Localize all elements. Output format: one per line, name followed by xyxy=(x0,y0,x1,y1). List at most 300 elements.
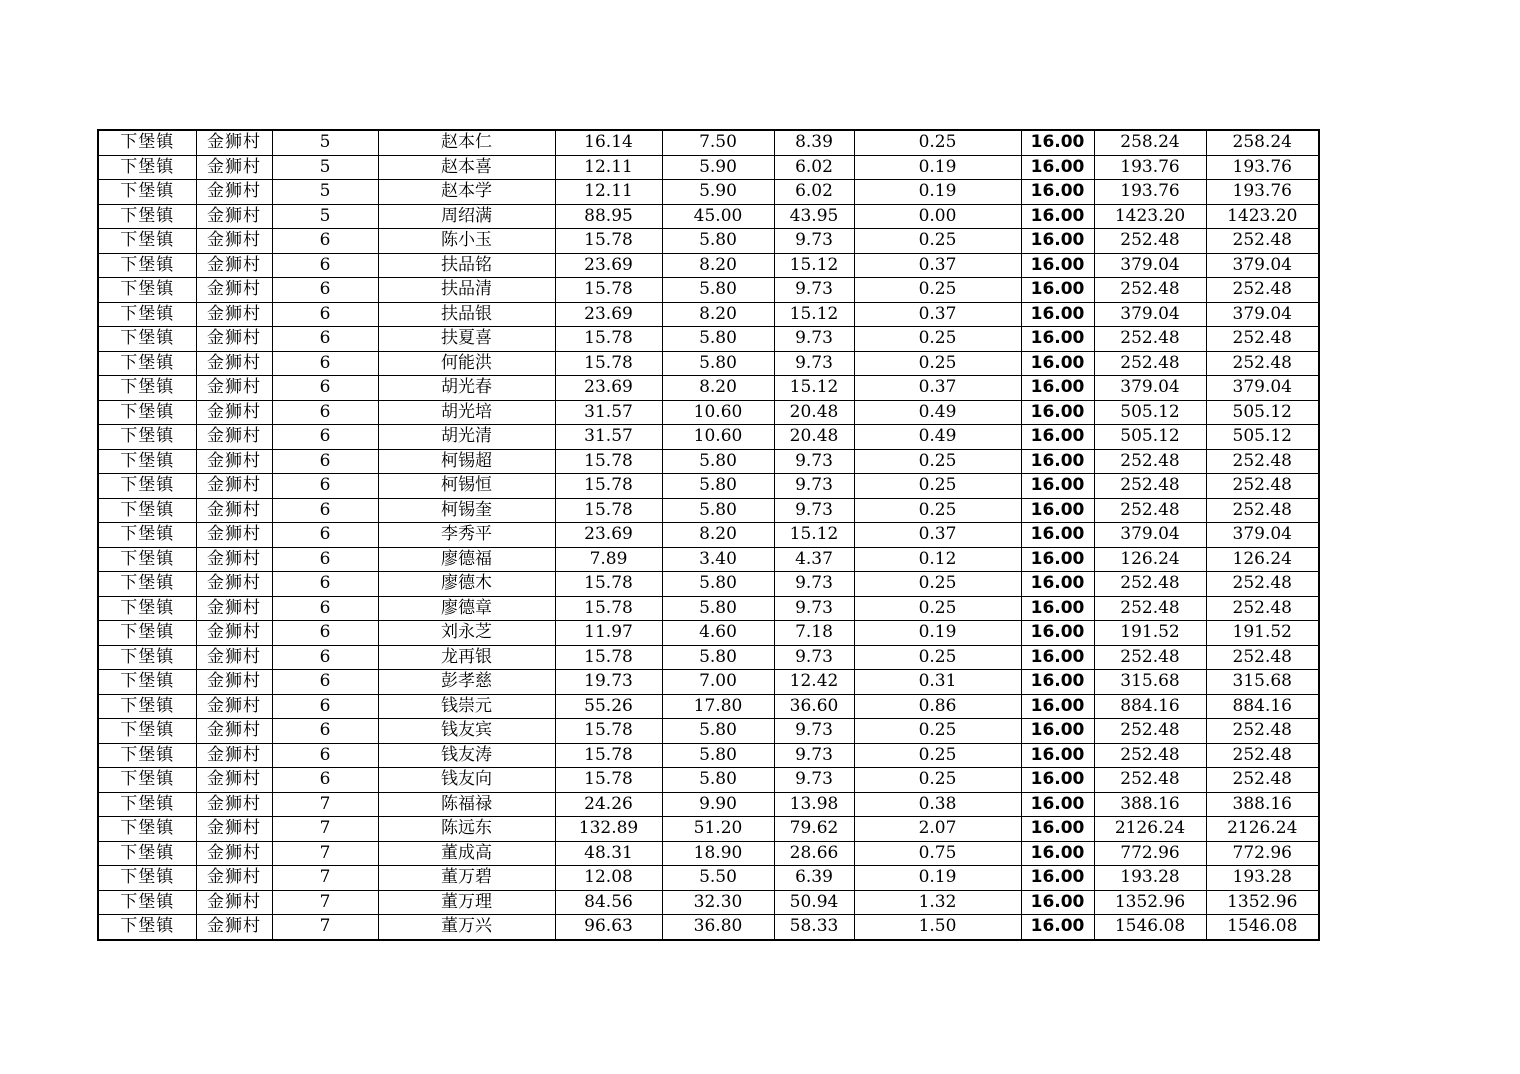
value-cell-1: 7.89 xyxy=(555,547,662,572)
amount-cell: 315.68 xyxy=(1094,670,1206,695)
table-row xyxy=(98,155,1319,180)
name-cell: 董万碧 xyxy=(378,866,555,891)
amount-cell: 252.48 xyxy=(1094,645,1206,670)
price-cell: 16.00 xyxy=(1021,229,1094,254)
town-cell: 下堡镇 xyxy=(98,866,196,891)
value-cell-2: 18.90 xyxy=(662,841,774,866)
value-cell-4: 0.49 xyxy=(854,425,1021,450)
village-cell: 金狮村 xyxy=(196,866,272,891)
value-cell-2: 5.80 xyxy=(662,449,774,474)
table-row xyxy=(98,278,1319,303)
value-cell-1: 15.78 xyxy=(555,572,662,597)
table-body xyxy=(98,130,1319,940)
village-cell: 金狮村 xyxy=(196,400,272,425)
value-cell-4: 0.19 xyxy=(854,180,1021,205)
value-cell-4: 0.86 xyxy=(854,694,1021,719)
value-cell-1: 48.31 xyxy=(555,841,662,866)
total-cell: 1423.20 xyxy=(1206,204,1319,229)
town-cell: 下堡镇 xyxy=(98,302,196,327)
table-row xyxy=(98,792,1319,817)
group-cell: 6 xyxy=(272,596,378,621)
name-cell: 柯锡恒 xyxy=(378,474,555,499)
name-cell: 彭孝慈 xyxy=(378,670,555,695)
table-row xyxy=(98,572,1319,597)
town-cell: 下堡镇 xyxy=(98,278,196,303)
value-cell-2: 5.90 xyxy=(662,155,774,180)
amount-cell: 258.24 xyxy=(1094,130,1206,155)
total-cell: 126.24 xyxy=(1206,547,1319,572)
table-row xyxy=(98,866,1319,891)
price-cell: 16.00 xyxy=(1021,792,1094,817)
amount-cell: 505.12 xyxy=(1094,400,1206,425)
village-cell: 金狮村 xyxy=(196,253,272,278)
value-cell-4: 0.25 xyxy=(854,743,1021,768)
group-cell: 6 xyxy=(272,743,378,768)
price-cell: 16.00 xyxy=(1021,425,1094,450)
price-cell: 16.00 xyxy=(1021,596,1094,621)
price-cell: 16.00 xyxy=(1021,621,1094,646)
name-cell: 扶夏喜 xyxy=(378,327,555,352)
name-cell: 李秀平 xyxy=(378,523,555,548)
group-cell: 5 xyxy=(272,155,378,180)
name-cell: 扶品银 xyxy=(378,302,555,327)
table-row xyxy=(98,474,1319,499)
value-cell-2: 36.80 xyxy=(662,915,774,940)
price-cell: 16.00 xyxy=(1021,645,1094,670)
table-row xyxy=(98,229,1319,254)
total-cell: 2126.24 xyxy=(1206,817,1319,842)
amount-cell: 379.04 xyxy=(1094,253,1206,278)
value-cell-4: 0.25 xyxy=(854,596,1021,621)
value-cell-2: 45.00 xyxy=(662,204,774,229)
town-cell: 下堡镇 xyxy=(98,596,196,621)
town-cell: 下堡镇 xyxy=(98,841,196,866)
value-cell-2: 5.80 xyxy=(662,596,774,621)
town-cell: 下堡镇 xyxy=(98,449,196,474)
value-cell-1: 23.69 xyxy=(555,376,662,401)
value-cell-1: 15.78 xyxy=(555,278,662,303)
town-cell: 下堡镇 xyxy=(98,817,196,842)
value-cell-4: 0.25 xyxy=(854,449,1021,474)
price-cell: 16.00 xyxy=(1021,474,1094,499)
group-cell: 6 xyxy=(272,327,378,352)
amount-cell: 252.48 xyxy=(1094,719,1206,744)
value-cell-2: 51.20 xyxy=(662,817,774,842)
price-cell: 16.00 xyxy=(1021,915,1094,940)
price-cell: 16.00 xyxy=(1021,351,1094,376)
village-cell: 金狮村 xyxy=(196,596,272,621)
value-cell-1: 12.11 xyxy=(555,180,662,205)
table-row xyxy=(98,400,1319,425)
name-cell: 周绍满 xyxy=(378,204,555,229)
value-cell-4: 0.75 xyxy=(854,841,1021,866)
table-row xyxy=(98,817,1319,842)
value-cell-3: 9.73 xyxy=(774,474,854,499)
group-cell: 6 xyxy=(272,302,378,327)
group-cell: 6 xyxy=(272,498,378,523)
price-cell: 16.00 xyxy=(1021,155,1094,180)
value-cell-2: 10.60 xyxy=(662,400,774,425)
value-cell-4: 0.19 xyxy=(854,155,1021,180)
group-cell: 6 xyxy=(272,523,378,548)
price-cell: 16.00 xyxy=(1021,400,1094,425)
total-cell: 252.48 xyxy=(1206,278,1319,303)
value-cell-4: 0.25 xyxy=(854,130,1021,155)
name-cell: 董万理 xyxy=(378,890,555,915)
village-cell: 金狮村 xyxy=(196,547,272,572)
value-cell-3: 9.73 xyxy=(774,229,854,254)
town-cell: 下堡镇 xyxy=(98,694,196,719)
town-cell: 下堡镇 xyxy=(98,180,196,205)
village-cell: 金狮村 xyxy=(196,743,272,768)
value-cell-2: 8.20 xyxy=(662,376,774,401)
amount-cell: 379.04 xyxy=(1094,302,1206,327)
value-cell-2: 5.80 xyxy=(662,572,774,597)
value-cell-3: 9.73 xyxy=(774,596,854,621)
group-cell: 6 xyxy=(272,474,378,499)
value-cell-1: 15.78 xyxy=(555,719,662,744)
table-row xyxy=(98,547,1319,572)
village-cell: 金狮村 xyxy=(196,180,272,205)
price-cell: 16.00 xyxy=(1021,841,1094,866)
name-cell: 陈福禄 xyxy=(378,792,555,817)
village-cell: 金狮村 xyxy=(196,719,272,744)
value-cell-2: 4.60 xyxy=(662,621,774,646)
total-cell: 505.12 xyxy=(1206,425,1319,450)
value-cell-3: 9.73 xyxy=(774,768,854,793)
group-cell: 7 xyxy=(272,792,378,817)
amount-cell: 193.76 xyxy=(1094,180,1206,205)
total-cell: 252.48 xyxy=(1206,645,1319,670)
value-cell-2: 5.80 xyxy=(662,719,774,744)
name-cell: 钱友宾 xyxy=(378,719,555,744)
value-cell-1: 31.57 xyxy=(555,400,662,425)
value-cell-3: 20.48 xyxy=(774,400,854,425)
data-table xyxy=(97,129,1320,941)
town-cell: 下堡镇 xyxy=(98,768,196,793)
group-cell: 6 xyxy=(272,253,378,278)
name-cell: 赵本学 xyxy=(378,180,555,205)
value-cell-1: 24.26 xyxy=(555,792,662,817)
village-cell: 金狮村 xyxy=(196,670,272,695)
value-cell-4: 0.25 xyxy=(854,498,1021,523)
value-cell-1: 12.11 xyxy=(555,155,662,180)
amount-cell: 379.04 xyxy=(1094,376,1206,401)
amount-cell: 252.48 xyxy=(1094,229,1206,254)
value-cell-4: 0.49 xyxy=(854,400,1021,425)
amount-cell: 388.16 xyxy=(1094,792,1206,817)
value-cell-3: 9.73 xyxy=(774,498,854,523)
value-cell-3: 15.12 xyxy=(774,253,854,278)
value-cell-3: 9.73 xyxy=(774,743,854,768)
village-cell: 金狮村 xyxy=(196,817,272,842)
group-cell: 6 xyxy=(272,449,378,474)
town-cell: 下堡镇 xyxy=(98,670,196,695)
value-cell-1: 15.78 xyxy=(555,327,662,352)
total-cell: 1546.08 xyxy=(1206,915,1319,940)
value-cell-2: 5.80 xyxy=(662,327,774,352)
value-cell-1: 15.78 xyxy=(555,768,662,793)
town-cell: 下堡镇 xyxy=(98,572,196,597)
value-cell-1: 15.78 xyxy=(555,743,662,768)
total-cell: 252.48 xyxy=(1206,449,1319,474)
name-cell: 董万兴 xyxy=(378,915,555,940)
total-cell: 252.48 xyxy=(1206,719,1319,744)
group-cell: 6 xyxy=(272,621,378,646)
group-cell: 5 xyxy=(272,180,378,205)
value-cell-4: 0.37 xyxy=(854,302,1021,327)
amount-cell: 379.04 xyxy=(1094,523,1206,548)
group-cell: 6 xyxy=(272,351,378,376)
group-cell: 6 xyxy=(272,645,378,670)
total-cell: 379.04 xyxy=(1206,302,1319,327)
group-cell: 6 xyxy=(272,572,378,597)
amount-cell: 252.48 xyxy=(1094,351,1206,376)
town-cell: 下堡镇 xyxy=(98,498,196,523)
group-cell: 6 xyxy=(272,719,378,744)
village-cell: 金狮村 xyxy=(196,572,272,597)
town-cell: 下堡镇 xyxy=(98,474,196,499)
price-cell: 16.00 xyxy=(1021,253,1094,278)
value-cell-1: 19.73 xyxy=(555,670,662,695)
village-cell: 金狮村 xyxy=(196,425,272,450)
village-cell: 金狮村 xyxy=(196,376,272,401)
total-cell: 258.24 xyxy=(1206,130,1319,155)
total-cell: 252.48 xyxy=(1206,474,1319,499)
value-cell-3: 79.62 xyxy=(774,817,854,842)
total-cell: 379.04 xyxy=(1206,253,1319,278)
price-cell: 16.00 xyxy=(1021,572,1094,597)
name-cell: 廖德福 xyxy=(378,547,555,572)
total-cell: 379.04 xyxy=(1206,523,1319,548)
value-cell-4: 0.12 xyxy=(854,547,1021,572)
value-cell-3: 9.73 xyxy=(774,645,854,670)
village-cell: 金狮村 xyxy=(196,498,272,523)
village-cell: 金狮村 xyxy=(196,278,272,303)
total-cell: 191.52 xyxy=(1206,621,1319,646)
group-cell: 7 xyxy=(272,841,378,866)
group-cell: 6 xyxy=(272,400,378,425)
total-cell: 252.48 xyxy=(1206,596,1319,621)
value-cell-3: 9.73 xyxy=(774,351,854,376)
value-cell-3: 6.39 xyxy=(774,866,854,891)
value-cell-4: 0.37 xyxy=(854,376,1021,401)
village-cell: 金狮村 xyxy=(196,523,272,548)
town-cell: 下堡镇 xyxy=(98,523,196,548)
name-cell: 赵本仁 xyxy=(378,130,555,155)
group-cell: 5 xyxy=(272,130,378,155)
value-cell-3: 15.12 xyxy=(774,302,854,327)
group-cell: 6 xyxy=(272,425,378,450)
total-cell: 193.76 xyxy=(1206,180,1319,205)
price-cell: 16.00 xyxy=(1021,498,1094,523)
amount-cell: 252.48 xyxy=(1094,498,1206,523)
town-cell: 下堡镇 xyxy=(98,327,196,352)
price-cell: 16.00 xyxy=(1021,327,1094,352)
group-cell: 7 xyxy=(272,890,378,915)
value-cell-3: 28.66 xyxy=(774,841,854,866)
value-cell-1: 23.69 xyxy=(555,523,662,548)
amount-cell: 1423.20 xyxy=(1094,204,1206,229)
value-cell-4: 0.25 xyxy=(854,768,1021,793)
price-cell: 16.00 xyxy=(1021,376,1094,401)
name-cell: 钱崇元 xyxy=(378,694,555,719)
value-cell-1: 23.69 xyxy=(555,253,662,278)
total-cell: 193.76 xyxy=(1206,155,1319,180)
group-cell: 6 xyxy=(272,670,378,695)
price-cell: 16.00 xyxy=(1021,449,1094,474)
value-cell-3: 7.18 xyxy=(774,621,854,646)
town-cell: 下堡镇 xyxy=(98,229,196,254)
value-cell-2: 5.80 xyxy=(662,474,774,499)
total-cell: 388.16 xyxy=(1206,792,1319,817)
town-cell: 下堡镇 xyxy=(98,376,196,401)
value-cell-4: 0.25 xyxy=(854,474,1021,499)
total-cell: 379.04 xyxy=(1206,376,1319,401)
table-row xyxy=(98,621,1319,646)
village-cell: 金狮村 xyxy=(196,621,272,646)
price-cell: 16.00 xyxy=(1021,768,1094,793)
name-cell: 胡光春 xyxy=(378,376,555,401)
town-cell: 下堡镇 xyxy=(98,155,196,180)
value-cell-2: 5.90 xyxy=(662,180,774,205)
value-cell-4: 0.25 xyxy=(854,572,1021,597)
village-cell: 金狮村 xyxy=(196,915,272,940)
town-cell: 下堡镇 xyxy=(98,890,196,915)
town-cell: 下堡镇 xyxy=(98,645,196,670)
value-cell-3: 8.39 xyxy=(774,130,854,155)
table-row xyxy=(98,743,1319,768)
value-cell-1: 15.78 xyxy=(555,449,662,474)
total-cell: 772.96 xyxy=(1206,841,1319,866)
table-row xyxy=(98,425,1319,450)
village-cell: 金狮村 xyxy=(196,792,272,817)
total-cell: 315.68 xyxy=(1206,670,1319,695)
total-cell: 252.48 xyxy=(1206,768,1319,793)
total-cell: 252.48 xyxy=(1206,498,1319,523)
total-cell: 252.48 xyxy=(1206,351,1319,376)
table-row xyxy=(98,890,1319,915)
group-cell: 5 xyxy=(272,204,378,229)
amount-cell: 191.52 xyxy=(1094,621,1206,646)
price-cell: 16.00 xyxy=(1021,302,1094,327)
value-cell-3: 6.02 xyxy=(774,180,854,205)
table-row xyxy=(98,841,1319,866)
name-cell: 廖德木 xyxy=(378,572,555,597)
town-cell: 下堡镇 xyxy=(98,547,196,572)
table-row xyxy=(98,596,1319,621)
group-cell: 6 xyxy=(272,229,378,254)
value-cell-4: 0.31 xyxy=(854,670,1021,695)
town-cell: 下堡镇 xyxy=(98,743,196,768)
value-cell-2: 5.80 xyxy=(662,278,774,303)
name-cell: 何能洪 xyxy=(378,351,555,376)
amount-cell: 126.24 xyxy=(1094,547,1206,572)
price-cell: 16.00 xyxy=(1021,866,1094,891)
value-cell-2: 9.90 xyxy=(662,792,774,817)
name-cell: 钱友涛 xyxy=(378,743,555,768)
value-cell-1: 15.78 xyxy=(555,498,662,523)
value-cell-3: 58.33 xyxy=(774,915,854,940)
value-cell-2: 5.80 xyxy=(662,498,774,523)
value-cell-1: 55.26 xyxy=(555,694,662,719)
village-cell: 金狮村 xyxy=(196,229,272,254)
amount-cell: 1546.08 xyxy=(1094,915,1206,940)
amount-cell: 772.96 xyxy=(1094,841,1206,866)
table-row xyxy=(98,670,1319,695)
town-cell: 下堡镇 xyxy=(98,400,196,425)
name-cell: 扶品铭 xyxy=(378,253,555,278)
price-cell: 16.00 xyxy=(1021,204,1094,229)
town-cell: 下堡镇 xyxy=(98,351,196,376)
table-row xyxy=(98,498,1319,523)
amount-cell: 252.48 xyxy=(1094,449,1206,474)
value-cell-3: 15.12 xyxy=(774,376,854,401)
value-cell-3: 20.48 xyxy=(774,425,854,450)
table-row xyxy=(98,768,1319,793)
name-cell: 董成高 xyxy=(378,841,555,866)
price-cell: 16.00 xyxy=(1021,523,1094,548)
value-cell-2: 10.60 xyxy=(662,425,774,450)
table-row xyxy=(98,180,1319,205)
value-cell-2: 8.20 xyxy=(662,302,774,327)
amount-cell: 2126.24 xyxy=(1094,817,1206,842)
total-cell: 193.28 xyxy=(1206,866,1319,891)
village-cell: 金狮村 xyxy=(196,155,272,180)
amount-cell: 252.48 xyxy=(1094,327,1206,352)
value-cell-1: 84.56 xyxy=(555,890,662,915)
value-cell-1: 15.78 xyxy=(555,596,662,621)
name-cell: 柯锡超 xyxy=(378,449,555,474)
value-cell-2: 8.20 xyxy=(662,253,774,278)
value-cell-3: 43.95 xyxy=(774,204,854,229)
value-cell-2: 5.80 xyxy=(662,351,774,376)
total-cell: 252.48 xyxy=(1206,327,1319,352)
value-cell-3: 4.37 xyxy=(774,547,854,572)
amount-cell: 252.48 xyxy=(1094,768,1206,793)
name-cell: 柯锡奎 xyxy=(378,498,555,523)
value-cell-1: 88.95 xyxy=(555,204,662,229)
value-cell-3: 15.12 xyxy=(774,523,854,548)
value-cell-3: 9.73 xyxy=(774,719,854,744)
group-cell: 7 xyxy=(272,866,378,891)
table-row xyxy=(98,523,1319,548)
total-cell: 505.12 xyxy=(1206,400,1319,425)
village-cell: 金狮村 xyxy=(196,645,272,670)
group-cell: 7 xyxy=(272,915,378,940)
value-cell-4: 0.38 xyxy=(854,792,1021,817)
price-cell: 16.00 xyxy=(1021,890,1094,915)
town-cell: 下堡镇 xyxy=(98,204,196,229)
value-cell-1: 23.69 xyxy=(555,302,662,327)
value-cell-1: 15.78 xyxy=(555,645,662,670)
table-row xyxy=(98,130,1319,155)
value-cell-4: 0.19 xyxy=(854,866,1021,891)
value-cell-3: 9.73 xyxy=(774,572,854,597)
amount-cell: 884.16 xyxy=(1094,694,1206,719)
table-row xyxy=(98,915,1319,940)
price-cell: 16.00 xyxy=(1021,719,1094,744)
amount-cell: 252.48 xyxy=(1094,596,1206,621)
group-cell: 6 xyxy=(272,376,378,401)
value-cell-4: 0.25 xyxy=(854,351,1021,376)
value-cell-1: 15.78 xyxy=(555,351,662,376)
town-cell: 下堡镇 xyxy=(98,253,196,278)
value-cell-4: 0.19 xyxy=(854,621,1021,646)
price-cell: 16.00 xyxy=(1021,547,1094,572)
group-cell: 6 xyxy=(272,768,378,793)
table-row xyxy=(98,204,1319,229)
